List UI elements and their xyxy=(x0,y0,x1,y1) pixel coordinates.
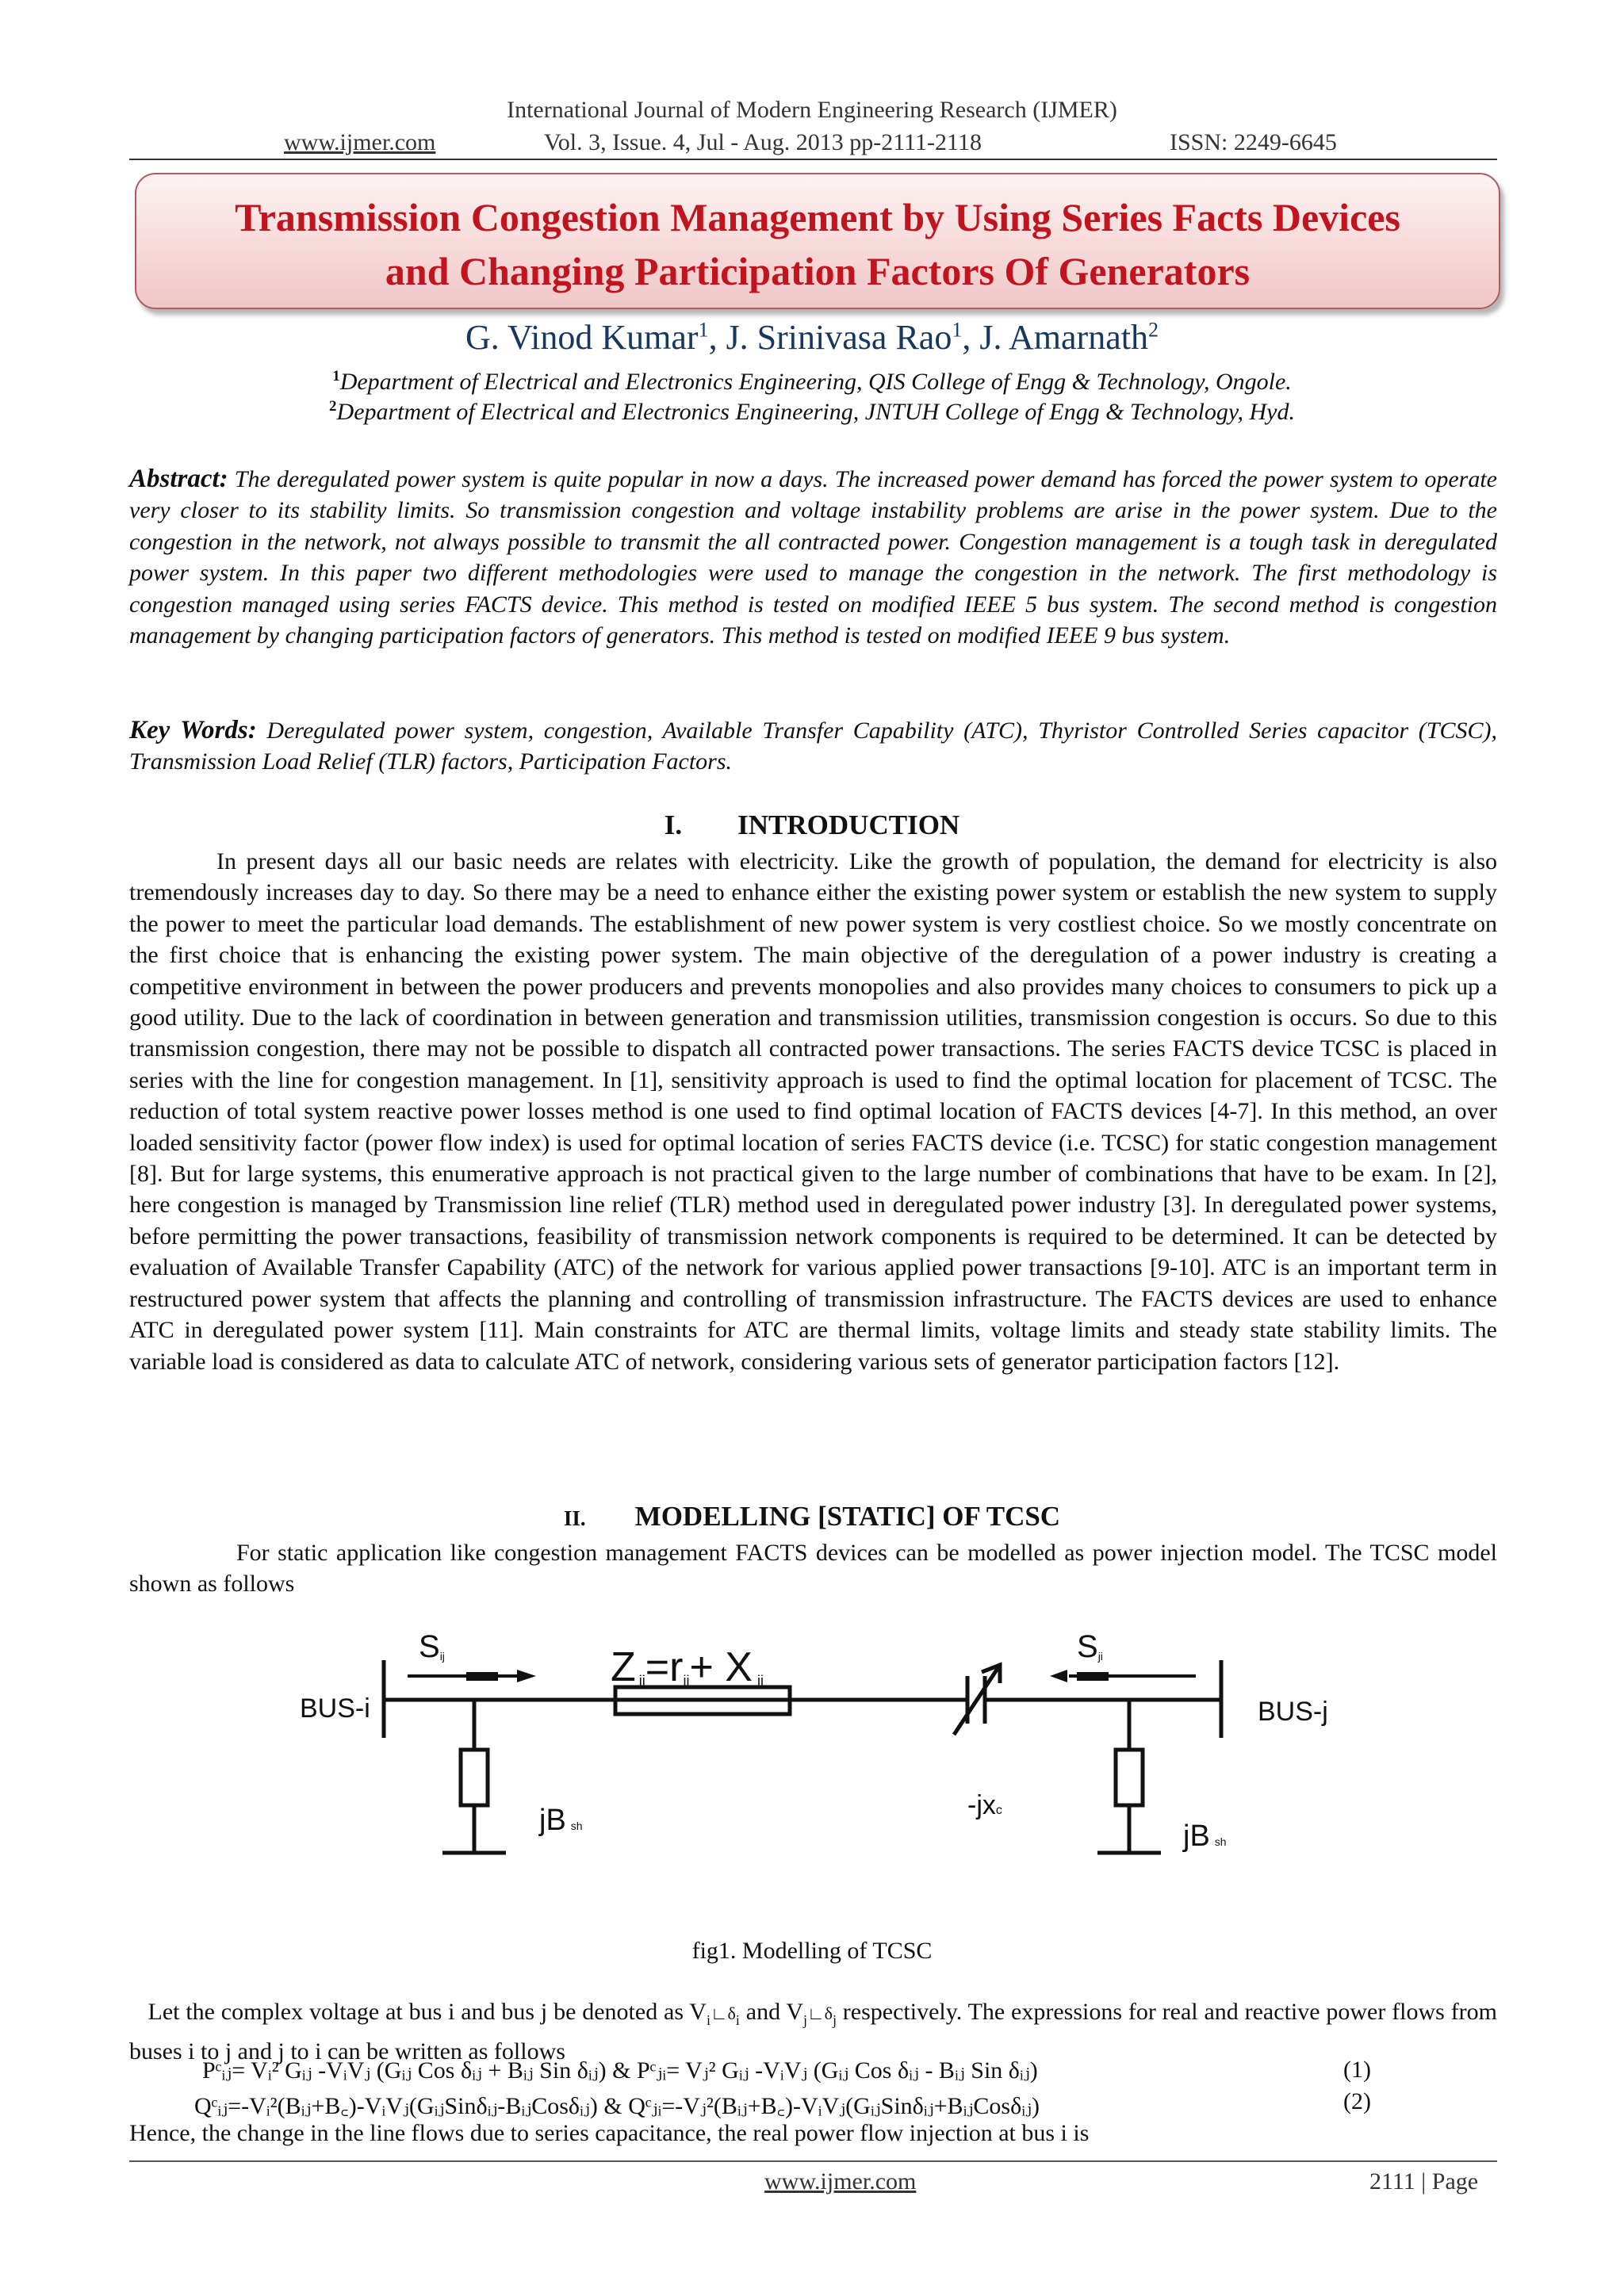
section-heading-introduction xyxy=(0,809,1624,841)
voltage-text-3: respectively. The expressions for real and reactive power flows from buses i to j and j to i can be written as follows xyxy=(129,1999,1498,2065)
paper-title-line-2: and Changing Participation Factors Of Generators xyxy=(385,249,1251,293)
affiliation-2 xyxy=(0,398,1624,426)
section-title: MODELLING [STATIC] OF TCSC xyxy=(634,1501,1061,1532)
author-1-affil: 1 xyxy=(698,318,709,342)
sij-arrow-body xyxy=(466,1672,498,1681)
equation-2-number: (2) xyxy=(1343,2088,1371,2114)
sub-i: i xyxy=(706,2012,710,2028)
footer-url-link[interactable]: www.ijmer.com xyxy=(764,2168,917,2195)
page-number: 2111 | Page xyxy=(1369,2168,1479,2195)
angle-j: ∟δ xyxy=(807,2003,833,2023)
figure-caption: fig1. Modelling of TCSC xyxy=(691,1938,933,1964)
capacitive-reactance-label: -jxc xyxy=(967,1790,1002,1820)
abstract-label: Abstract: xyxy=(129,465,228,493)
equation-1: Pᶜᵢⱼ= Vᵢ² Gᵢⱼ -VᵢVⱼ (Gᵢⱼ Cos δᵢⱼ + Bᵢⱼ Sin δᵢⱼ) & Pᶜⱼᵢ= Vⱼ² Gᵢⱼ -VᵢVⱼ (Gᵢⱼ Cos δᵢⱼ - Bᵢⱼ Sin δᵢⱼ) xyxy=(202,2057,1038,2084)
issn-info: ISSN: 2249-6645 xyxy=(1170,129,1337,155)
author-list xyxy=(0,317,1624,358)
abstract-text: The deregulated power system is quite popular in now a days. The increased power demand has forced the power system to operate very closer to its stability limits. So transmission congestion and voltage instability problems are arise in the power system. Due to the congestion in the network, not always possible to transmit the all contracted power. Congestion management is a tough task in deregulated power system. In this paper two different methodologies were used to manage the congestion in the network. The first methodology is congestion managed using series FACTS device. This method is tested on modified IEEE 5 bus system. The second method is congestion management by changing participation factors of generators. This method is tested on modified IEEE 9 bus system. xyxy=(129,466,1497,649)
section-number: II. xyxy=(563,1506,586,1530)
section-heading-modelling xyxy=(0,1501,1624,1533)
angle-i: ∟δ xyxy=(710,2003,736,2023)
title-box xyxy=(135,173,1500,309)
author-3: , J. Amarnath xyxy=(962,318,1148,357)
modelling-text: For static application like congestion management FACTS devices can be modelled as power injection model. The TCSC model shown as follows xyxy=(129,1540,1497,1598)
affiliation-2-text: Department of Electrical and Electronics Engineering, JNTUH College of Engg & Technology, Hyd. xyxy=(336,399,1295,425)
shunt-right-label: jB sh xyxy=(1183,1820,1227,1853)
author-1: G. Vinod Kumar xyxy=(465,318,699,357)
sij-label: Sij xyxy=(419,1629,445,1664)
sji-arrow-body xyxy=(1077,1672,1109,1681)
footer-rule xyxy=(129,2160,1497,2162)
sji-arrow-head xyxy=(1050,1670,1067,1682)
sub-delta-i: i xyxy=(735,2012,740,2028)
abstract xyxy=(129,464,1497,651)
journal-name: International Journal of Modern Engineering Research (IJMER) xyxy=(507,97,1117,123)
modelling-paragraph xyxy=(129,1537,1497,1600)
equation-1-number: (1) xyxy=(1343,2057,1371,2083)
volume-info: Vol. 3, Issue. 4, Jul - Aug. 2013 pp-2111-2118 xyxy=(544,129,982,155)
keywords-text: Deregulated power system, congestion, Available Transfer Capability (ATC), Thyristor Controlled Series capacitor (TCSC), Transmission Load Relief (TLR) factors, Participation Factors. xyxy=(129,718,1497,775)
section-number: I. xyxy=(664,809,683,840)
voltage-text-1: Let the complex voltage at bus i and bus j be denoted as V xyxy=(147,1999,707,2025)
voltage-text-2: and V xyxy=(739,1999,804,2025)
journal-meta-row xyxy=(0,129,1624,161)
equation-2: Qᶜᵢⱼ=-Vᵢ²(Bᵢⱼ+B꜀)-VᵢVⱼ(GᵢⱼSinδᵢⱼ-BᵢⱼCosδᵢⱼ) & Qᶜⱼᵢ=-Vⱼ²(Bᵢⱼ+B꜀)-VᵢVⱼ(GᵢⱼSinδᵢⱼ+BᵢⱼCosδᵢⱼ) xyxy=(194,2093,1040,2119)
introduction-paragraph xyxy=(129,846,1497,1377)
journal-url-link[interactable]: www.ijmer.com xyxy=(284,129,436,155)
author-3-affil: 2 xyxy=(1147,318,1159,342)
section-title: INTRODUCTION xyxy=(737,809,960,840)
sub-delta-j: j xyxy=(832,2012,837,2028)
affiliation-1 xyxy=(0,368,1624,396)
sji-label: Sji xyxy=(1077,1629,1103,1664)
introduction-text: In present days all our basic needs are relates with electricity. Like the growth of population, the demand for electricity is also tremendously increases day to day. So there may be a need to enhance either the existing power system or establish the new system to supply the power to meet the particular load demands. The establishment of new power system is very costliest choice. So we mostly concentrate on the first choice that is enhancing the existing power system. The main objective of the deregulation of a power industry is creating a competitive environment in between the power producers and prevents monopolies and also provides many choices to consumers to pick up a good utility. Due to the lack of coordination in between generation and transmission utilities, transmission congestion is occurs. So due to this transmission congestion, there may not be possible to dispatch all contracted power transactions. The series FACTS device TCSC is placed in series with the line for congestion management. In [1], sensitivity approach is used to find the optimal location for placement of TCSC. The reduction of total system reactive power losses method is one used to find optimal location of FACTS devices [4-7]. In this method, an over loaded sensitivity factor (power flow index) is used for optimal location of series FACTS device (i.e. TCSC) for static congestion management [8]. But for large systems, this enumerative approach is not practical given to the large number of combinations that have to be exam. In [2], here congestion is managed by Transmission line relief (TLR) method used in deregulated power industry [3]. In deregulated power systems, before permitting the power transactions, feasibility of transmission network components is required to be determined. It can be detected by evaluation of Available Transfer Capability (ATC) of the network for various applied power transactions [9-10]. ATC is an important term in restructured power system that affects the planning and controlling of transmission infrastructure. The FACTS devices are used to enhance ATC in deregulated power system [11]. Main constraints for ATC are thermal limits, voltage limits and steady state stability limits. The variable load is considered as data to calculate ATC of network, considering various sets of generator participation factors [12]. xyxy=(129,848,1497,1375)
sub-j: j xyxy=(803,2012,808,2028)
shunt-left-box xyxy=(461,1750,488,1805)
impedance-label: Zij=rij+ X ij xyxy=(611,1644,764,1690)
bus-i-label: BUS-i xyxy=(300,1693,370,1724)
shunt-left-label: jB sh xyxy=(539,1804,583,1837)
affiliation-2-mark: 2 xyxy=(329,398,337,415)
sij-arrow-head xyxy=(517,1670,536,1682)
continuation-text: Hence, the change in the line flows due to series capacitance, the real power flow injection at bus i is xyxy=(129,2120,1090,2146)
affiliation-1-mark: 1 xyxy=(332,368,340,385)
tcsc-model-diagram xyxy=(284,1619,1340,1896)
shunt-right-box xyxy=(1116,1750,1143,1805)
keywords xyxy=(129,715,1497,778)
bus-j-label: BUS-j xyxy=(1258,1697,1328,1727)
affiliation-1-text: Department of Electrical and Electronics Engineering, QIS College of Engg & Technology, Ongole. xyxy=(339,369,1292,395)
author-2-affil: 1 xyxy=(952,318,963,342)
keywords-label: Key Words: xyxy=(129,716,257,744)
author-2: , J. Srinivasa Rao xyxy=(708,318,952,357)
paper-title-line-1: Transmission Congestion Management by Using Series Facts Devices xyxy=(235,195,1400,239)
header-rule xyxy=(129,159,1497,160)
